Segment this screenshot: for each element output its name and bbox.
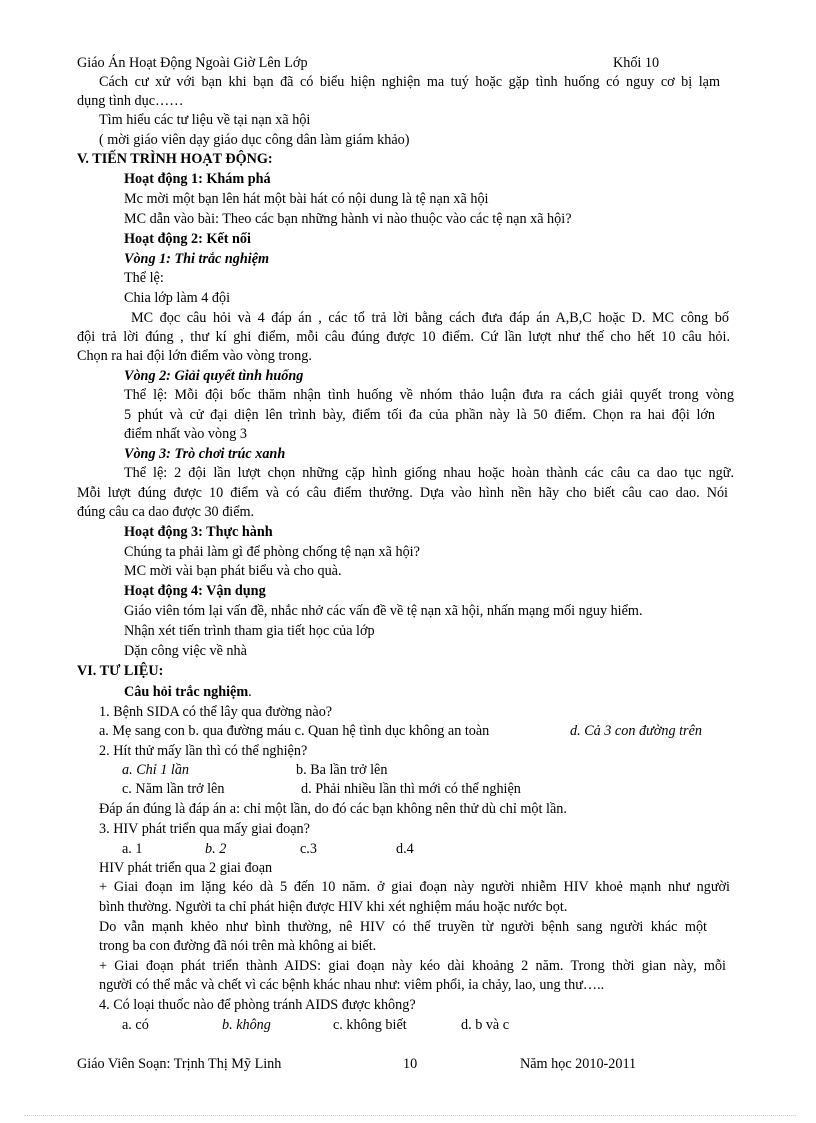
- question-2-option-c: c. Năm lần trở lên: [122, 781, 225, 797]
- round-1-line-5: Chọn ra hai đội lớn điểm vào vòng trong.: [77, 348, 312, 364]
- footer-page-number: 10: [403, 1056, 418, 1072]
- question-2-option-b: b. Ba lần trở lên: [296, 762, 388, 778]
- activity-4-heading: Hoạt động 4: Vận dụng: [124, 583, 266, 599]
- question-4-option-a: a. có: [122, 1017, 149, 1033]
- round-3-line-1: Thể lệ: 2 đội lần lượt chọn những cặp hình giống nhau hoặc hoàn thành các câu ca dao tục ngữ.: [124, 465, 734, 481]
- question-3: 3. HIV phát triển qua mấy giai đoạn?: [99, 821, 310, 837]
- question-3-line-4: Do vẫn mạnh khẻo như bình thường, nê HIV có thể truyền từ người bệnh sang người khác một: [99, 919, 707, 935]
- question-3-line-2: + Giai đoạn im lặng kéo dà 5 đến 10 năm. ở giai đoạn này người nhiễm HIV khoẻ mạnh như người: [99, 879, 730, 895]
- question-3-option-d: d.4: [396, 841, 414, 857]
- question-1-options-abc: a. Mẹ sang con b. qua đường máu c. Quan hệ tình dục không an toàn: [99, 723, 490, 739]
- question-2-option-d: d. Phải nhiều lần thì mới có thể nghiện: [301, 781, 521, 797]
- footer-school-year: Năm học 2010-2011: [520, 1056, 637, 1072]
- round-2-line-1: Thể lệ: Mỗi đội bốc thăm nhận tình huống về nhóm thảo luận đưa ra cách giải quyết trong vòng: [124, 387, 734, 403]
- round-1-line-4: đội trả lời đúng , thư kí ghi điểm, mỗi câu đúng được 10 điểm. Cứ lần lượt như thế cho hết 10 câu hỏi.: [77, 329, 730, 345]
- activity-3-line-2: MC mời vài bạn phát biểu và cho quà.: [124, 563, 342, 579]
- question-1: 1. Bệnh SIDA có thể lây qua đường nào?: [99, 704, 333, 720]
- question-3-line-7: người có thể mắc và chết vì các bệnh khác nhau như: viêm phổi, ỉa chảy, lao, ung thư…..: [99, 977, 605, 993]
- round-2-line-3: điểm nhất vào vòng 3: [124, 426, 247, 442]
- header-grade: Khối 10: [613, 55, 660, 71]
- intro-paragraph-line-2: dụng tình dục……: [77, 93, 184, 109]
- activity-3-heading: Hoạt động 3: Thực hành: [124, 524, 273, 540]
- header-title: Giáo Án Hoạt Động Ngoài Giờ Lên Lớp: [77, 55, 308, 71]
- activity-1-heading: Hoạt động 1: Khám phá: [124, 171, 271, 187]
- page-bottom-border: [24, 1115, 796, 1116]
- round-1-rules-label: Thể lệ:: [124, 270, 164, 286]
- intro-judge-line: ( mời giáo viên dạy giáo dục công dân làm giám khảo): [99, 132, 410, 148]
- question-3-line-1: HIV phát triển qua 2 giai đoạn: [99, 860, 273, 876]
- question-4-option-c: c. không biết: [333, 1017, 407, 1033]
- activity-2-heading: Hoạt động 2: Kết nối: [124, 231, 251, 247]
- round-2-heading: Vòng 2: Giải quyết tình huống: [124, 368, 304, 384]
- quiz-heading: [124, 683, 252, 701]
- question-2-option-a: a. Chỉ 1 lần: [122, 762, 190, 778]
- activity-4-line-1: Giáo viên tóm lại vấn đề, nhắc nhở các vấn đề về tệ nạn xã hội, nhấn mạng mối nguy hiểm.: [124, 603, 643, 619]
- section-5-title: V. TIẾN TRÌNH HOẠT ĐỘNG:: [77, 151, 273, 167]
- activity-4-line-3: Dặn công việc về nhà: [124, 643, 247, 659]
- footer-teacher: Giáo Viên Soạn: Trịnh Thị Mỹ Linh: [77, 1056, 282, 1072]
- question-3-line-6: + Giai đoạn phát triển thành AIDS: giai đoạn này kéo dài khoảng 2 năm. Trong thời gian này, mỗi: [99, 958, 726, 974]
- quiz-heading-text: Câu hỏi trắc nghiệm: [124, 684, 249, 700]
- question-3-option-b: b. 2: [205, 841, 227, 857]
- activity-4-line-2: Nhận xét tiến trình tham gia tiết học của lớp: [124, 623, 375, 639]
- round-3-heading: Vòng 3: Trò chơi trúc xanh: [124, 446, 286, 462]
- round-1-line-3: MC đọc câu hỏi và 4 đáp án , các tổ trả lời bằng cách đưa đáp án A,B,C hoặc D. MC công bố: [131, 310, 729, 326]
- question-2-answer: Đáp án đúng là đáp án a: chỉ một lần, do đó các bạn không nên thử dù chỉ một lần.: [99, 801, 567, 817]
- activity-3-line-1: Chúng ta phải làm gì để phòng chống tệ nạn xã hội?: [124, 544, 420, 560]
- activity-1-line-2: MC dẫn vào bài: Theo các bạn những hành vi nào thuộc vào các tệ nạn xã hội?: [124, 211, 572, 227]
- question-3-line-5: trong ba con đường đã nói trên mà không ai biết.: [99, 938, 377, 954]
- round-1-heading: Vòng 1: Thi trắc nghiệm: [124, 251, 270, 267]
- round-3-line-3: đúng câu ca dao được 30 điểm.: [77, 504, 255, 520]
- quiz-heading-tail: .: [248, 684, 252, 700]
- activity-1-line-1: Mc mời một bạn lên hát một bài hát có nội dung là tệ nạn xã hội: [124, 191, 489, 207]
- question-3-line-3: bình thường. Người ta chỉ phát hiện được HIV khi xét nghiệm máu hoặc nước bọt.: [99, 899, 568, 915]
- question-3-option-a: a. 1: [122, 841, 143, 857]
- question-1-option-d: d. Cả 3 con đường trên: [570, 723, 702, 739]
- round-2-line-2: 5 phút và cử đại diện lên trình bày, điểm tối đa của phần này là 50 điểm. Chọn ra hai đội lớn: [124, 407, 715, 423]
- question-4-option-d: d. b và c: [461, 1017, 510, 1033]
- question-3-option-c: c.3: [300, 841, 317, 857]
- intro-research-line: Tìm hiểu các tư liệu về tại nạn xã hội: [99, 112, 311, 128]
- question-4: 4. Có loại thuốc nào để phòng tránh AIDS được không?: [99, 997, 416, 1013]
- intro-paragraph-line-1: Cách cư xử với bạn khi bạn đã có biểu hiện nghiện ma tuý hoặc gặp tình huống có nguy cơ bị lạm: [99, 74, 720, 90]
- round-3-line-2: Mỗi lượt đúng được 10 điểm và có câu điểm thưởng. Dựa vào hình nền hãy cho biết câu cao dao. Nói: [77, 485, 728, 501]
- question-1-options: [99, 722, 489, 740]
- question-4-option-b: b. không: [222, 1017, 271, 1033]
- round-1-line-teams: Chia lớp làm 4 đội: [124, 290, 231, 306]
- section-6-title: VI. TƯ LIỆU:: [77, 663, 164, 679]
- question-2: 2. Hít thử mấy lần thì có thể nghiện?: [99, 743, 308, 759]
